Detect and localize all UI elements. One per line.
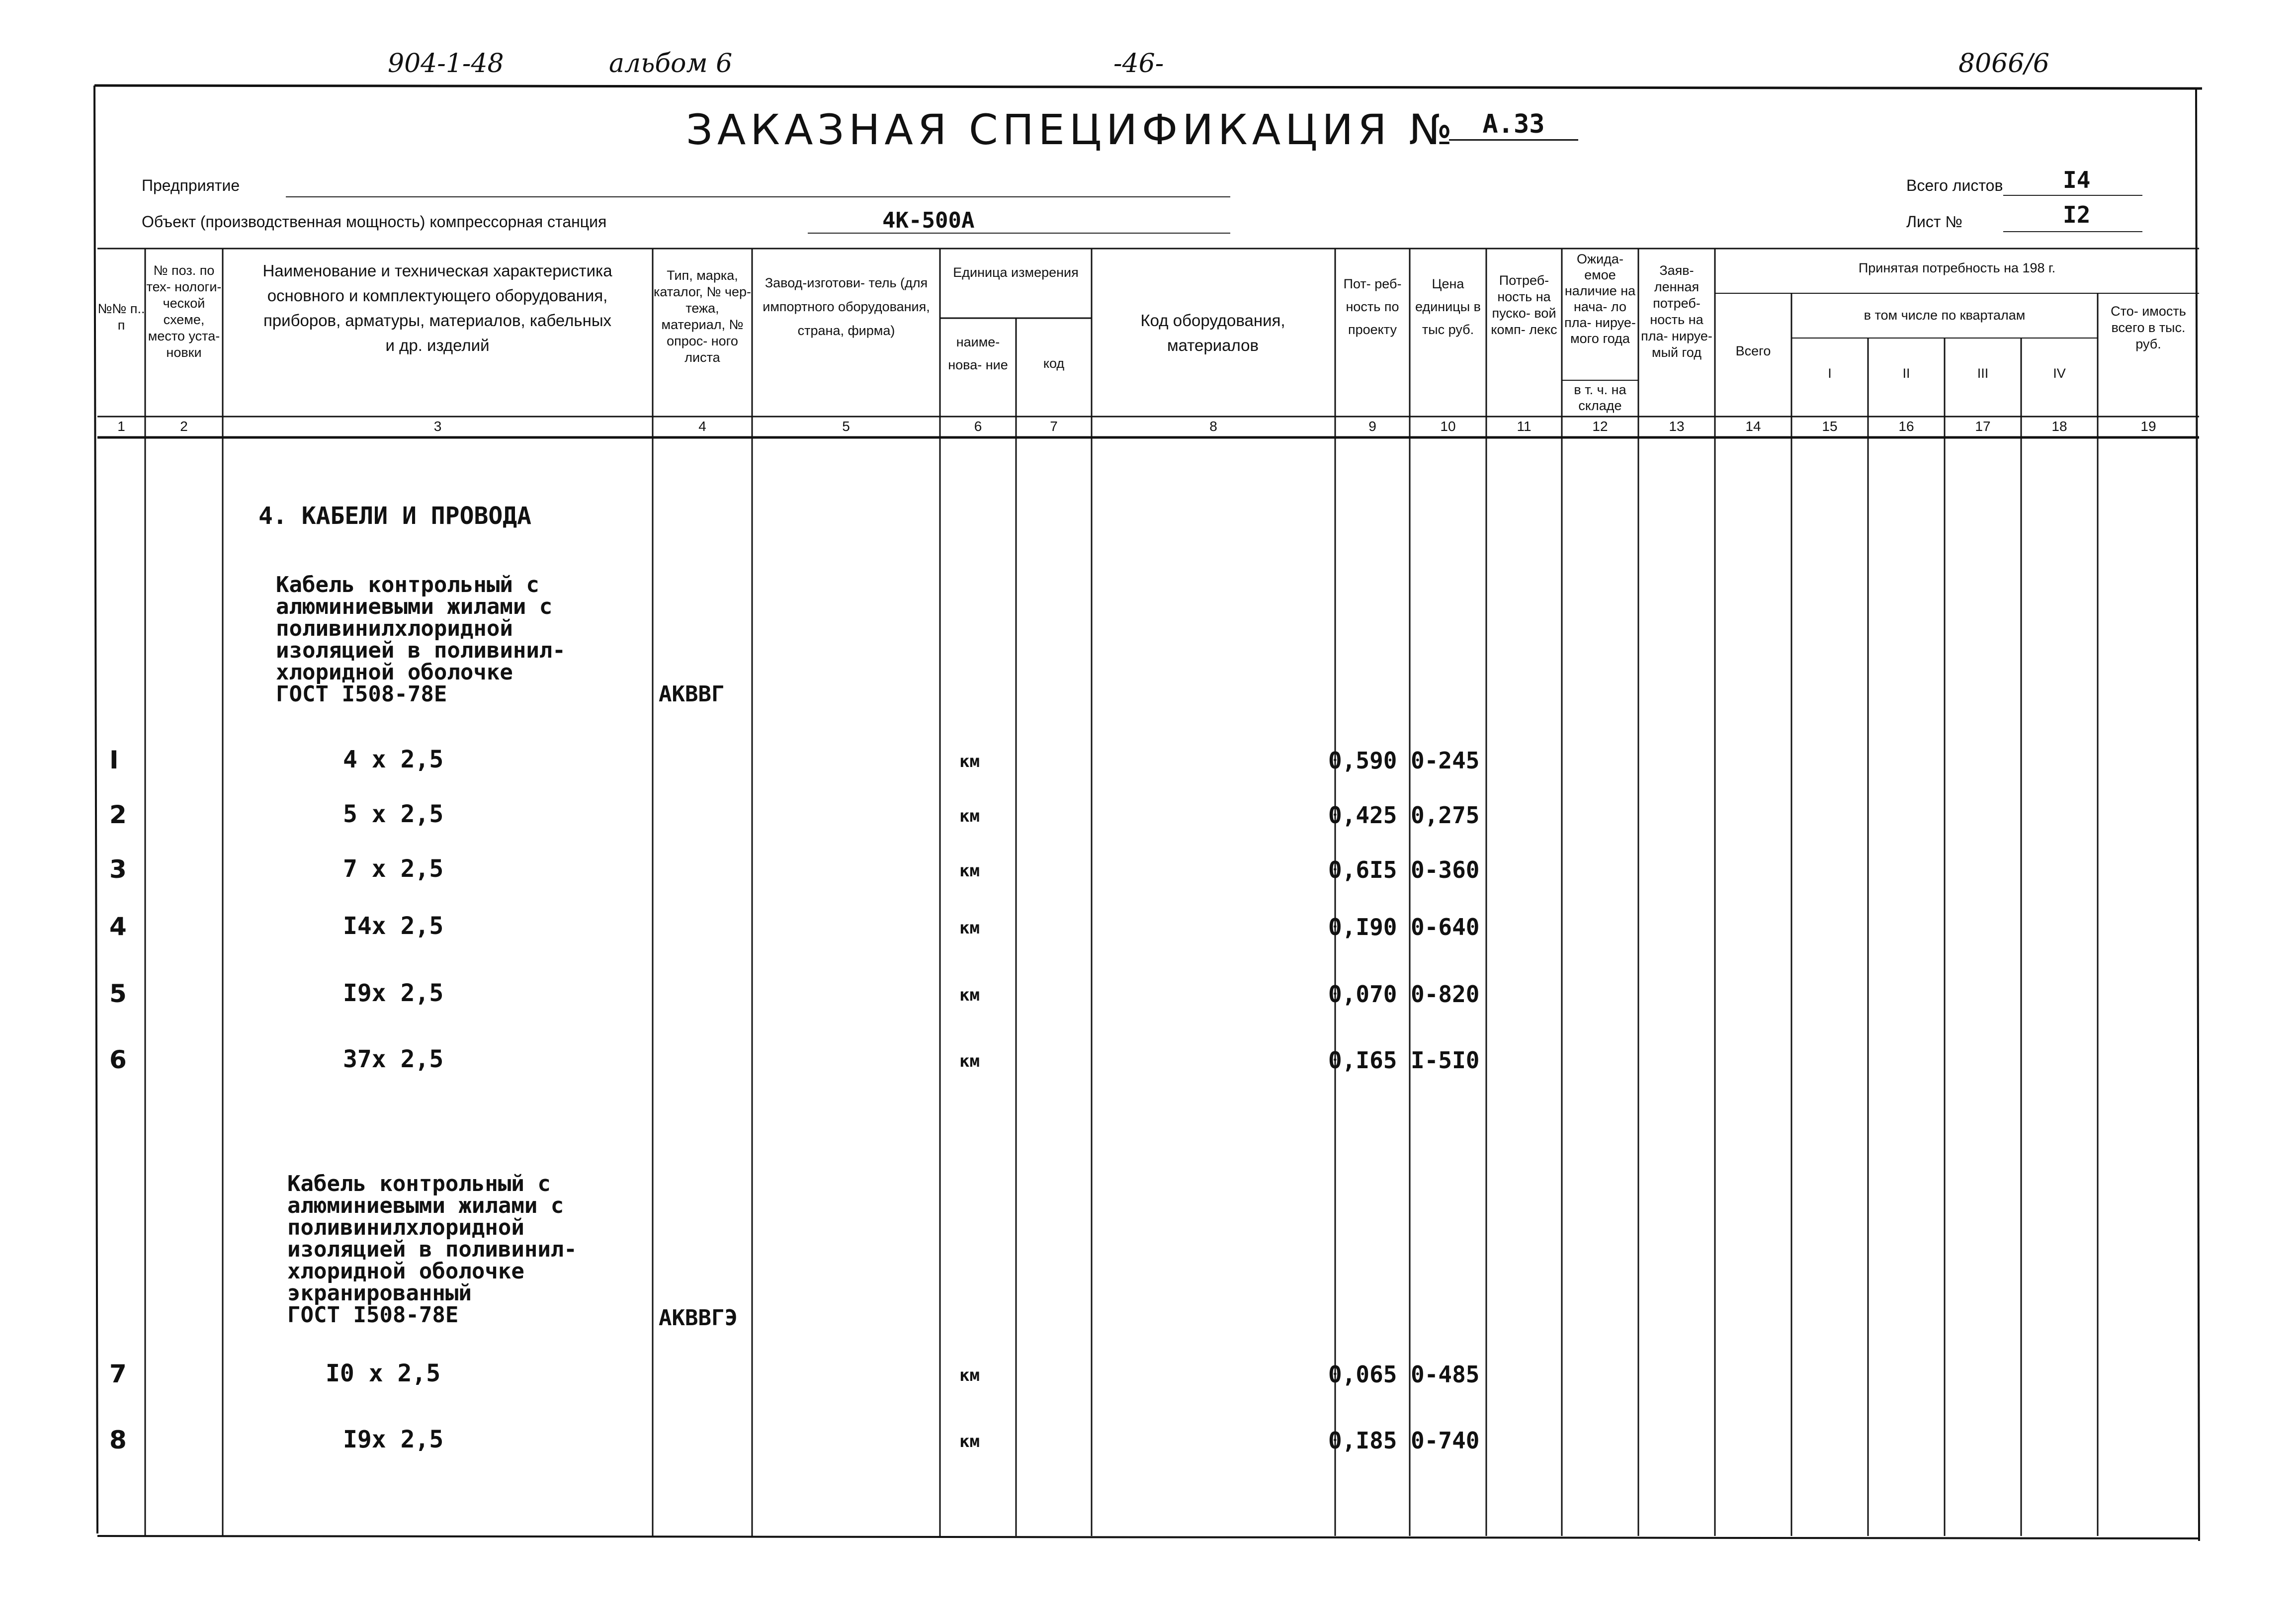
row-name: 37х 2,5 bbox=[343, 1045, 444, 1073]
row-number: 7 bbox=[109, 1360, 127, 1388]
group2-description bbox=[287, 1173, 577, 1326]
col-header-unit-code: код bbox=[1043, 356, 1065, 371]
col-header-expected: Ожида- емое наличие на нача- ло пла- нируе- мого года bbox=[1564, 252, 1636, 346]
row-qty: 0,590 bbox=[1328, 747, 1397, 774]
inventory-number: 8066/6 bbox=[1958, 49, 2049, 79]
sheet-value: I2 bbox=[2063, 201, 2091, 228]
col-number: 14 bbox=[1745, 419, 1761, 434]
col-header-q1: I bbox=[1828, 366, 1832, 381]
desc-line: ГОСТ I508-78Е bbox=[276, 681, 447, 707]
col-number: 13 bbox=[1669, 419, 1685, 434]
row-qty: 0,065 bbox=[1328, 1361, 1397, 1388]
total-sheets-label: Всего листов bbox=[1906, 176, 2003, 194]
row-name: I4х 2,5 bbox=[343, 912, 444, 940]
row-name: I9х 2,5 bbox=[343, 1426, 444, 1453]
row-number: 2 bbox=[109, 800, 127, 829]
row-price: 0-640 bbox=[1411, 914, 1480, 940]
row-price: 0-245 bbox=[1411, 747, 1480, 774]
col-header-manufacturer: Завод-изготови- тель (для импортного оборудования, страна, фирма) bbox=[763, 275, 930, 338]
document-code: 904-1-48 bbox=[388, 49, 504, 79]
row-unit: км bbox=[959, 861, 980, 881]
row-qty: 0,6I5 bbox=[1328, 856, 1397, 883]
sheet-line bbox=[2003, 231, 2142, 232]
col-header-total: Всего bbox=[1735, 343, 1771, 358]
col-number: 9 bbox=[1368, 419, 1376, 434]
col-number: 1 bbox=[117, 419, 125, 434]
page-title: ЗАКАЗНАЯ СПЕЦИФИКАЦИЯ № bbox=[686, 105, 1457, 154]
row-qty: 0,070 bbox=[1328, 981, 1397, 1008]
row-number: 4 bbox=[109, 912, 127, 941]
col-number: 8 bbox=[1209, 419, 1217, 434]
page-number: -46- bbox=[1113, 49, 1164, 79]
row-unit: км bbox=[959, 806, 980, 826]
row-price: 0-740 bbox=[1411, 1427, 1480, 1454]
row-price: 0-820 bbox=[1411, 981, 1480, 1008]
desc-line: хлоридной оболочке bbox=[276, 660, 513, 685]
col-header-price: Цена единицы в тыс руб. bbox=[1415, 276, 1481, 337]
spec-number: А.33 bbox=[1449, 109, 1578, 141]
col-number: 5 bbox=[842, 419, 850, 434]
object-field-line bbox=[808, 233, 1230, 234]
sheet-label: Лист № bbox=[1906, 213, 1962, 231]
col-header-unit: Единица измерения bbox=[953, 265, 1079, 280]
desc-line: хлоридной оболочке bbox=[287, 1259, 524, 1284]
object-value: 4К-500А bbox=[882, 208, 975, 233]
col-number: 16 bbox=[1898, 419, 1914, 434]
col-header-in-stock: в т. ч. на складе bbox=[1574, 382, 1626, 413]
section-heading: 4. КАБЕЛИ И ПРОВОДА bbox=[258, 502, 532, 530]
row-name: 5 х 2,5 bbox=[343, 800, 444, 828]
desc-line: поливинилхлоридной bbox=[287, 1215, 524, 1240]
col-number: 6 bbox=[974, 419, 982, 434]
col-number: 15 bbox=[1822, 419, 1838, 434]
col-header-position: № поз. по тех- нологи- ческой схеме, место уста- новки bbox=[146, 263, 222, 360]
row-number: 5 bbox=[109, 979, 127, 1008]
col-header-startup-need: Потреб- ность на пуско- вой комп- лекс bbox=[1491, 273, 1557, 337]
total-sheets-value: I4 bbox=[2063, 167, 2091, 193]
group2-type: АКВВГЭ bbox=[659, 1305, 738, 1331]
col-header-q2: II bbox=[1902, 366, 1910, 381]
group1-type: АКВВГ bbox=[659, 681, 725, 707]
row-number: 3 bbox=[109, 855, 127, 884]
col-number: 4 bbox=[698, 419, 706, 434]
row-qty: 0,I65 bbox=[1328, 1047, 1397, 1074]
col-header-row-number: №№ п.. п bbox=[97, 301, 145, 333]
row-name: 4 х 2,5 bbox=[343, 746, 444, 773]
col-number: 12 bbox=[1592, 419, 1608, 434]
col-number: 11 bbox=[1517, 419, 1531, 434]
row-unit: км bbox=[959, 918, 980, 938]
col-header-quarters: в том числе по кварталам bbox=[1864, 308, 2026, 323]
row-unit: км bbox=[959, 1365, 980, 1385]
desc-line: Кабель контрольный с bbox=[287, 1171, 551, 1196]
desc-line: поливинилхлоридной bbox=[276, 616, 513, 641]
row-name: 7 х 2,5 bbox=[343, 855, 444, 883]
col-header-q3: III bbox=[1977, 366, 1989, 381]
group1-description bbox=[276, 574, 566, 705]
col-number: 17 bbox=[1975, 419, 1991, 434]
desc-line: алюминиевыми жилами с bbox=[287, 1193, 564, 1218]
col-header-type: Тип, марка, каталог, № чер- тежа, материал, № опрос- ного листа bbox=[653, 268, 752, 365]
row-unit: км bbox=[959, 1432, 980, 1451]
row-unit: км bbox=[959, 1051, 980, 1071]
desc-line: алюминиевыми жилами с bbox=[276, 594, 553, 619]
row-price: 0-360 bbox=[1411, 856, 1480, 883]
object-label: Объект (производственная мощность) компрессорная станция bbox=[142, 213, 607, 231]
row-qty: 0,425 bbox=[1328, 802, 1397, 829]
enterprise-field bbox=[286, 196, 1230, 197]
row-unit: км bbox=[959, 985, 980, 1005]
col-number: 10 bbox=[1440, 419, 1456, 434]
row-unit: км bbox=[959, 752, 980, 771]
col-header-q4: IV bbox=[2053, 366, 2066, 381]
desc-line: экранированный bbox=[287, 1280, 472, 1306]
row-price: I-5I0 bbox=[1411, 1047, 1480, 1074]
col-header-accepted: Принятая потребность на 198 г. bbox=[1858, 260, 2056, 275]
desc-line: ГОСТ I508-78Е bbox=[287, 1302, 459, 1328]
col-number: 7 bbox=[1050, 419, 1058, 434]
col-header-unit-name: наиме- нова- ние bbox=[948, 335, 1008, 372]
row-qty: 0,I85 bbox=[1328, 1427, 1397, 1454]
col-number: 2 bbox=[180, 419, 188, 434]
col-number: 19 bbox=[2140, 419, 2156, 434]
row-number: I bbox=[109, 746, 119, 774]
desc-line: Кабель контрольный с bbox=[276, 572, 539, 597]
row-number: 6 bbox=[109, 1045, 127, 1074]
row-qty: 0,I90 bbox=[1328, 914, 1397, 940]
col-header-need: Пот- реб- ность по проекту bbox=[1343, 276, 1402, 337]
col-number: 18 bbox=[2051, 419, 2067, 434]
col-header-name: Наименование и техническая характеристика основного и комплектующего оборудования, приборов, арматуры, материалов, кабельных и др. изделий bbox=[262, 261, 612, 354]
row-price: 0,275 bbox=[1411, 802, 1480, 829]
row-name: I9х 2,5 bbox=[343, 979, 444, 1007]
total-sheets-line bbox=[2003, 195, 2142, 196]
col-number: 3 bbox=[433, 419, 442, 434]
col-header-equipment-code: Код оборудования, материалов bbox=[1140, 311, 1285, 354]
col-header-declared: Заяв- ленная потреб- ность на пла- нируе- мый год bbox=[1641, 263, 1712, 360]
row-name: I0 х 2,5 bbox=[326, 1360, 441, 1387]
album-label: альбом 6 bbox=[609, 49, 733, 79]
row-number: 8 bbox=[109, 1426, 127, 1454]
enterprise-label: Предприятие bbox=[142, 176, 240, 194]
row-price: 0-485 bbox=[1411, 1361, 1480, 1388]
col-header-cost: Сто- имость всего в тыс. руб. bbox=[2111, 304, 2186, 351]
desc-line: изоляцией в поливинил- bbox=[276, 638, 566, 663]
desc-line: изоляцией в поливинил- bbox=[287, 1237, 577, 1262]
